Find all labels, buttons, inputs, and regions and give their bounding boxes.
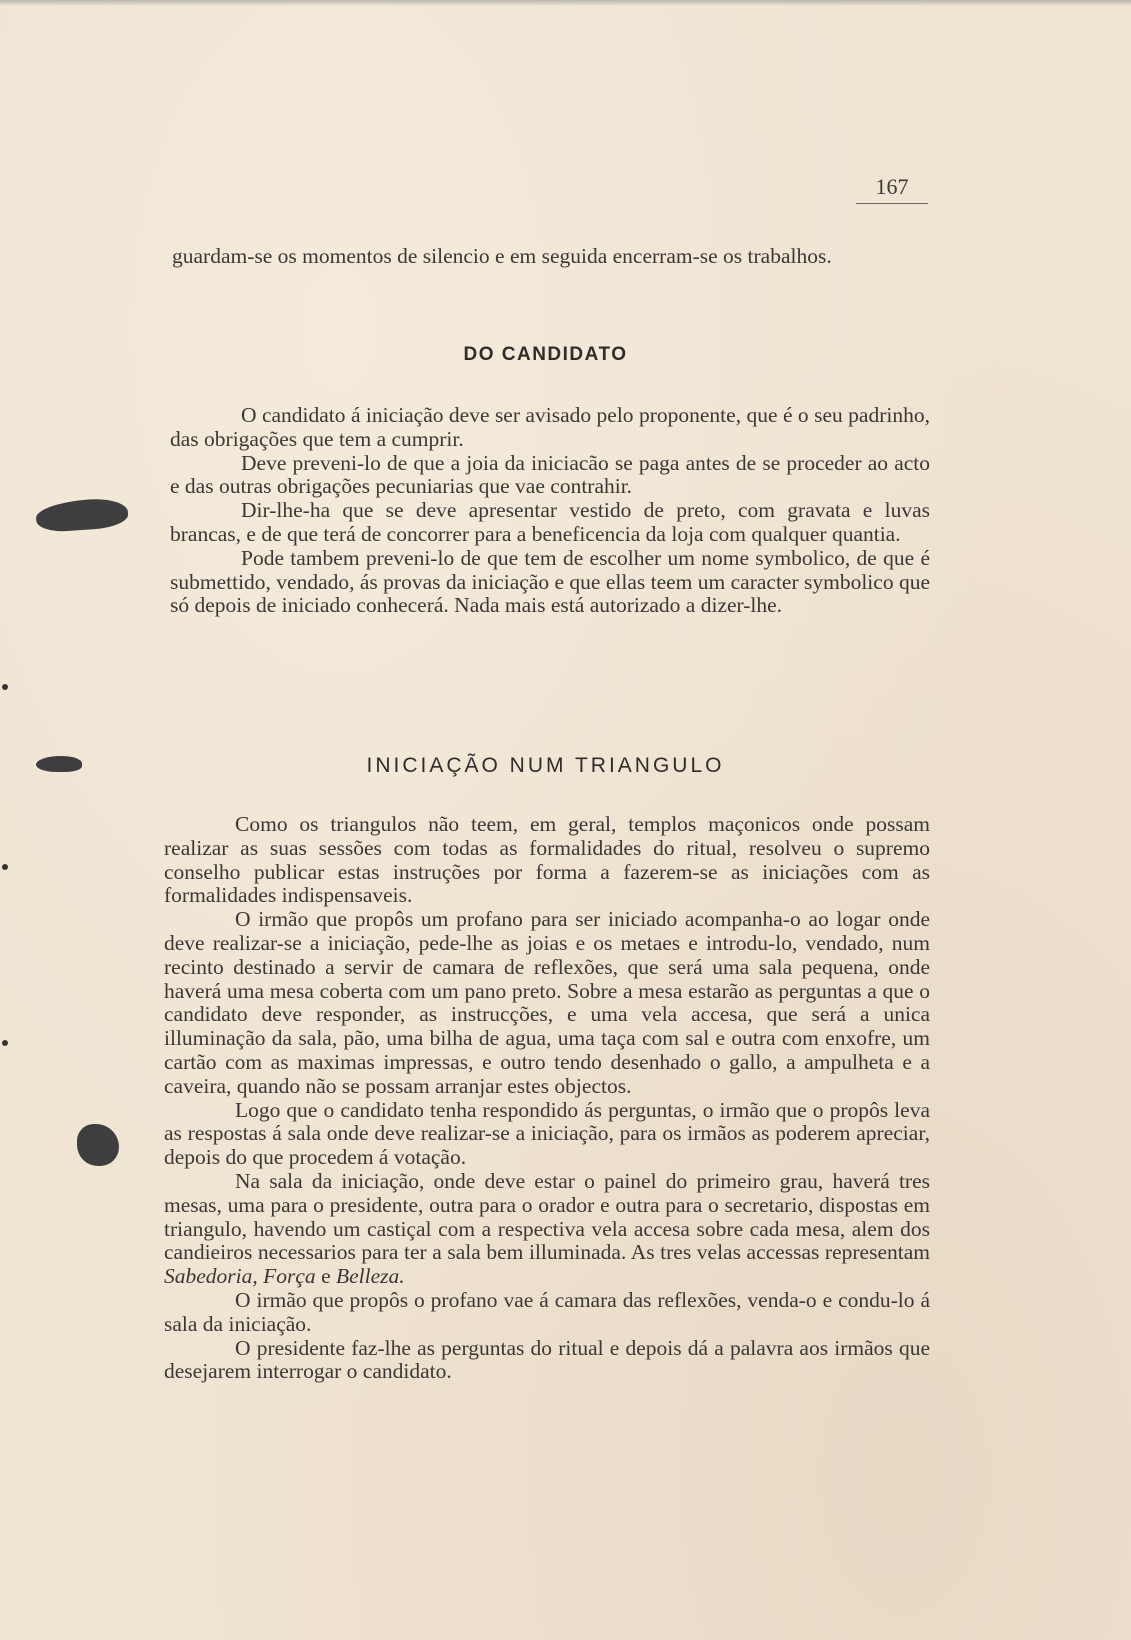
virtue-wisdom-strength: Sabedoria, Força bbox=[164, 1264, 316, 1289]
virtue-conjunction: e bbox=[315, 1264, 336, 1289]
section-heading-iniciacao: INICIAÇÃO NUM TRIANGULO bbox=[366, 754, 725, 777]
iniciacao-paragraph-4-text: Na sala da iniciação, onde deve estar o painel do primeiro grau, haverá tres mesas, uma para o presidente, outra para o orador e outra para o secretario, dispostas em triangulo, havendo um castiçal com a respectiva vela accesa sobre cada mesa, alem dos candieiros necessarios para ter a sala bem illuminada. As tres velas accessas representam bbox=[164, 1168, 930, 1265]
binding-hole-upper bbox=[35, 497, 129, 533]
candidato-paragraph-3: Dir-lhe-ha que se deve apresentar vestido de preto, com gravata e luvas brancas, e de que terá de concorrer para a beneficencia da loja com qualquer quantia. bbox=[170, 498, 930, 546]
iniciacao-paragraph-6: O presidente faz-lhe as perguntas do ritual e depois dá a palavra aos irmãos que desejarem interrogar o candidato. bbox=[164, 1335, 930, 1384]
iniciacao-paragraph-2: O irmão que propôs um profano para ser iniciado acompanha-o ao logar onde deve realizar-se a iniciação, pede-lhe as joias e os metaes e introdu-lo, vendado, num recinto destinado a servir de camara de reflexões, que será uma sala pequena, onde haverá uma mesa coberta com um pano preto. Sobre a mesa estarão as perguntas a que o candidato deve responder, as instrucções, e uma vela accesa, que será a unica illuminação da sala, pão, uma bilha de agua, uma taça com sal e outra com enxofre, um cartão com as maximas impressas, e outro tendo desenhado o gallo, a ampulheta e a caveira, quando não se possam arranjar estes objectos. bbox=[164, 907, 930, 1098]
virtue-beauty: Belleza. bbox=[335, 1264, 405, 1289]
iniciacao-text-block bbox=[164, 813, 930, 1384]
intro-text-block bbox=[172, 245, 930, 269]
candidato-paragraph-4: Pode tambem preveni-lo de que tem de escolher um nome symbolico, de que é submettido, vendado, ás provas da iniciação e que ellas teem um caracter symbolico que só depois de iniciado conhecerá. Nada mais está autorizado a dizer-lhe. bbox=[170, 545, 930, 618]
iniciacao-paragraph-3: Logo que o candidato tenha respondido ás perguntas, o irmão que o propôs leva as respostas á sala onde deve realizar-se a iniciação, para os irmãos as poderem apreciar, depois do que procedem á votação. bbox=[164, 1097, 930, 1170]
margin-speck bbox=[2, 864, 8, 870]
page-number: 167 bbox=[856, 174, 928, 204]
candidato-paragraph-2: Deve preveni-lo de que a joia da iniciacão se paga antes de se proceder ao acto e das outras obrigações pecuniarias que vae contrahir. bbox=[170, 450, 930, 499]
margin-speck bbox=[2, 1040, 8, 1046]
binding-hole-lower bbox=[77, 1124, 119, 1166]
margin-speck bbox=[2, 684, 8, 690]
candidato-paragraph-1: O candidato á iniciação deve ser avisado pelo proponente, que é o seu padrinho, das obrigações que tem a cumprir. bbox=[170, 403, 930, 451]
iniciacao-paragraph-5: O irmão que propôs o profano vae á camara das reflexões, venda-o e condu-lo á sala da iniciação. bbox=[164, 1287, 930, 1336]
iniciacao-paragraph-1: Como os triangulos não teem, em geral, templos maçonicos onde possam realizar as suas sessões com todas as formalidades do ritual, resolveu o supremo conselho publicar estas instruções por forma a fazerem-se as iniciações com as formalidades indispensaveis. bbox=[164, 812, 930, 908]
candidato-text-block bbox=[170, 404, 930, 618]
iniciacao-paragraph-4 bbox=[164, 1170, 930, 1289]
intro-paragraph: guardam-se os momentos de silencio e em seguida encerram-se os trabalhos. bbox=[172, 244, 832, 268]
page-top-edge bbox=[0, 0, 1131, 6]
binding-hole-middle bbox=[36, 756, 82, 772]
section-heading-candidato: DO CANDIDATO bbox=[463, 344, 628, 365]
